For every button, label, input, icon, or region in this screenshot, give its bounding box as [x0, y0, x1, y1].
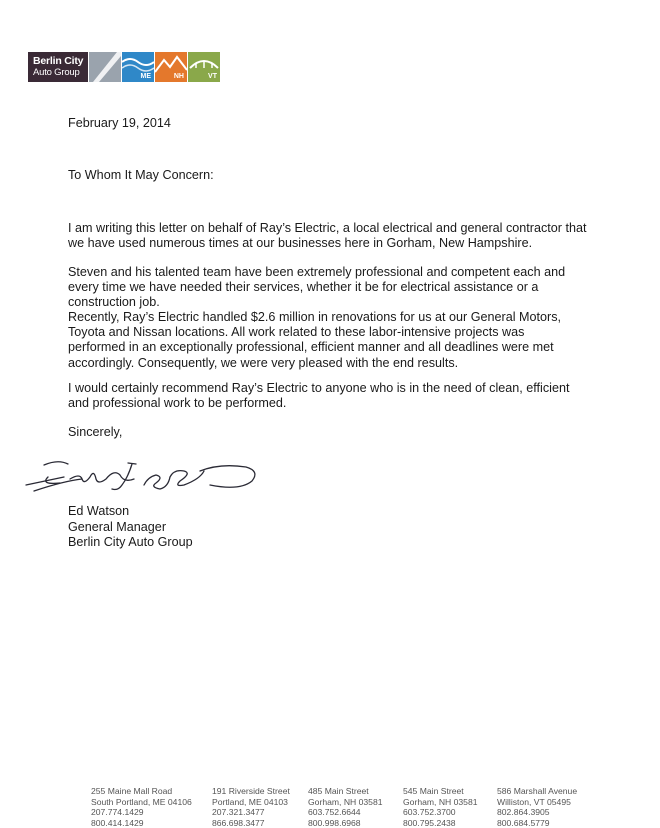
letter-closing: Sincerely,: [68, 425, 123, 439]
address-city: Gorham, NH 03581: [403, 796, 478, 807]
letter-paragraph: I am writing this letter on behalf of Ray’s Electric, a local electrical and general contractor that we have used numerous times at our businesses here in Gorham, New Hampshire.: [68, 221, 587, 251]
logo-maine-tile: [122, 52, 154, 82]
letter-paragraph: Steven and his talented team have been extremely professional and competent each and every time we have needed their services, whether it be for electrical assistance or a construction job.: [68, 265, 566, 310]
address-phone: 207.321.3477: [212, 807, 265, 818]
address-phone: 603.752.6644: [308, 807, 361, 818]
letter-date: February 19, 2014: [68, 116, 171, 130]
signer-title: General Manager: [68, 519, 167, 534]
letter-paragraph: Recently, Ray’s Electric handled $2.6 million in renovations for us at our General Motors, Toyota and Nissan locations. All work related to these labor-intensive projects was performed in an exceptionally professional, efficient manner and all deadlines were met accordingly. Consequently, we were very pleased with the end results.: [68, 310, 562, 370]
logo-vermont-tile: [188, 52, 220, 82]
logo-road-tile: [89, 52, 121, 82]
address-street: 545 Main Street: [403, 786, 464, 796]
footer-addresses: [0, 786, 660, 828]
address-street: 485 Main Street: [308, 786, 369, 796]
address-phone: 207.774.1429: [91, 807, 144, 818]
address-street: 586 Marshall Avenue: [497, 786, 578, 796]
logo-wordmark: [28, 52, 88, 82]
logo-name-line2: Auto Group: [33, 67, 80, 78]
address-street: 191 Riverside Street: [212, 786, 290, 796]
address-phone: 800.795.2438: [403, 817, 456, 828]
address-city: Portland, ME 04103: [212, 796, 288, 807]
signer-block: [68, 504, 193, 551]
address-city: Williston, VT 05495: [497, 796, 571, 807]
address-city: Gorham, NH 03581: [308, 796, 383, 807]
company-logo: [28, 52, 220, 82]
logo-new-hampshire-tile: [155, 52, 187, 82]
address-city: South Portland, ME 04106: [91, 796, 192, 807]
footer-address: [403, 786, 478, 828]
address-street: 255 Maine Mall Road: [91, 786, 173, 796]
letter-salutation: To Whom It May Concern:: [68, 168, 214, 182]
footer-address: [91, 786, 192, 828]
address-phone: 866.698.3477: [212, 817, 265, 828]
logo-state-vt: VT: [208, 73, 217, 80]
address-phone: 800.684.5779: [497, 817, 550, 828]
logo-state-nh: NH: [173, 73, 184, 80]
address-phone: 800.998.6968: [308, 817, 361, 828]
logo-state-me: ME: [140, 73, 151, 80]
address-phone: 800.414.1429: [91, 817, 144, 828]
address-phone: 802.864.3905: [497, 807, 550, 818]
address-phone: 603.752.3700: [403, 807, 456, 818]
signer-name: Ed Watson: [68, 504, 130, 518]
letter-paragraph: I would certainly recommend Ray’s Electric to anyone who is in the need of clean, efficient and professional work to be performed.: [68, 381, 570, 411]
footer-address: [497, 786, 577, 828]
handwritten-signature: [24, 455, 264, 500]
logo-name-line1: Berlin City: [33, 55, 84, 67]
footer-address: [212, 786, 290, 828]
signer-company: Berlin City Auto Group: [68, 535, 193, 550]
footer-address: [308, 786, 383, 828]
